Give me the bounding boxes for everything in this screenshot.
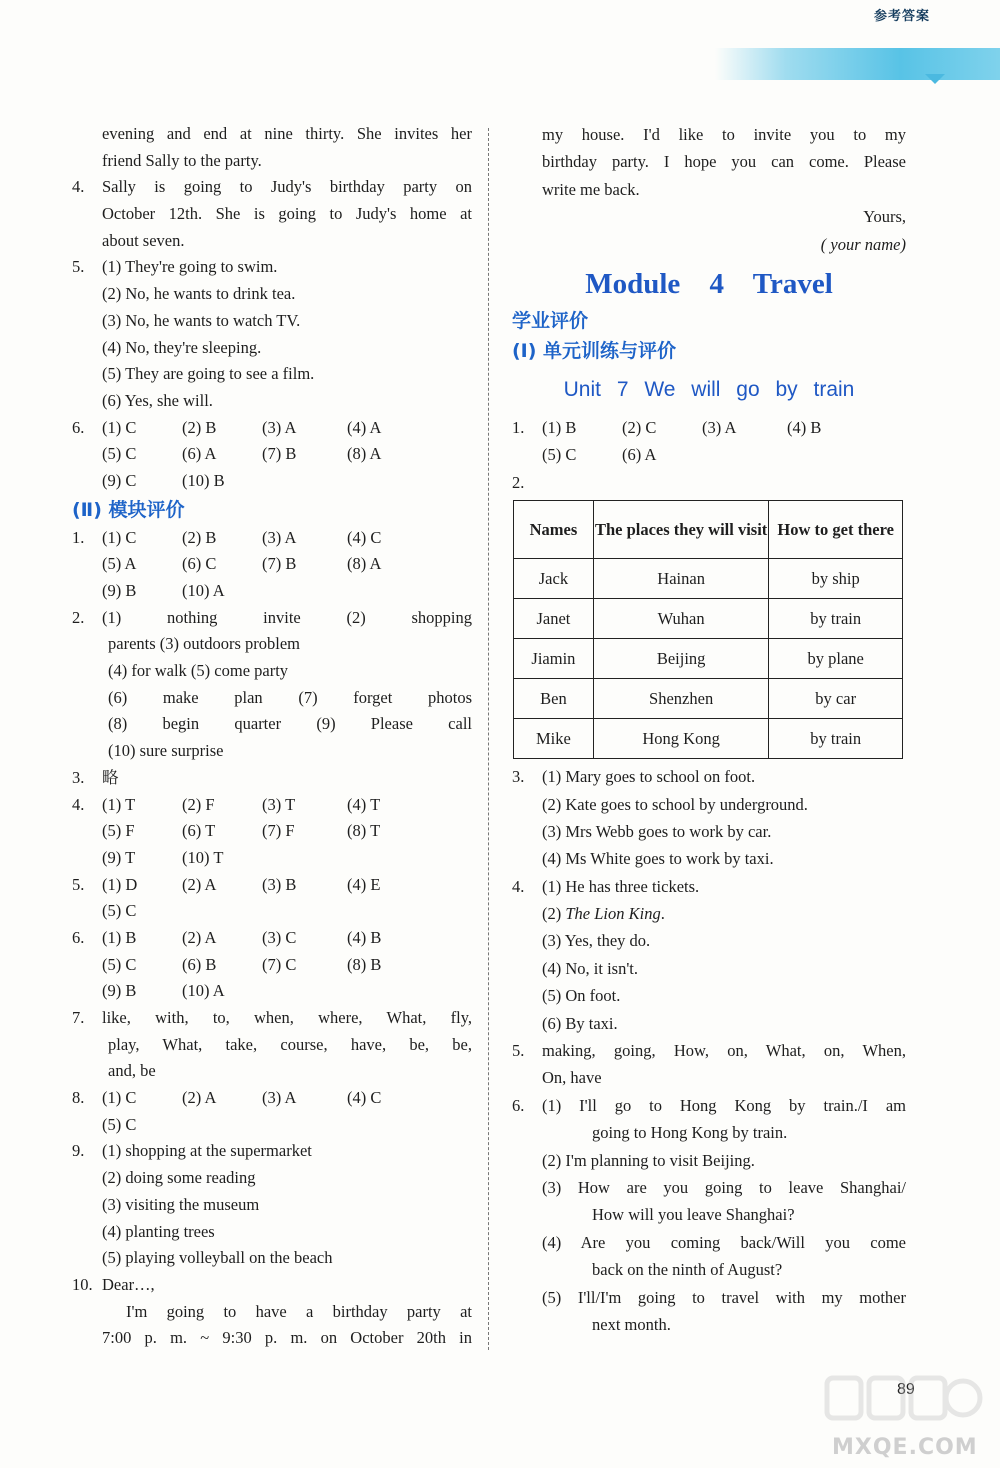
- answer-text: (10) sure surprise: [108, 741, 224, 761]
- table-row: [514, 719, 903, 759]
- answer-line: [72, 872, 472, 899]
- answer-line: [512, 1092, 906, 1119]
- answer-line: [512, 1256, 906, 1283]
- question-number: 2.: [72, 607, 85, 627]
- answer-choice: (4) C: [347, 1088, 382, 1108]
- question-number: 5.: [512, 1041, 525, 1061]
- answer-choice: (2) F: [182, 794, 215, 814]
- module-title: Module 4 Travel: [585, 267, 833, 300]
- answer-choice: (3) A: [702, 417, 737, 437]
- answer-text: my house. I'd like to invite you to my: [542, 125, 906, 144]
- table-cell: by ship: [769, 559, 903, 599]
- answer-line: [72, 525, 472, 552]
- answer-text: next month.: [592, 1314, 671, 1334]
- answer-text: On, have: [542, 1068, 602, 1088]
- answer-text: (6) By taxi.: [542, 1013, 618, 1033]
- section-heading-unit-training: (Ⅰ) 单元训练与评价: [512, 339, 677, 362]
- film-title: The Lion King: [565, 904, 661, 924]
- answer-line: [512, 1311, 906, 1338]
- answer-text: (6) Yes, she will.: [102, 390, 213, 410]
- table-row: [514, 599, 903, 639]
- answer-text: (3) How are you going to leave Shanghai/: [542, 1177, 906, 1197]
- answer-choice: (8) A: [347, 444, 382, 464]
- answer-choice: (2) C: [622, 417, 657, 437]
- question-number: 4.: [72, 794, 85, 814]
- answer-choice: (9) T: [102, 847, 136, 867]
- answer-line: [512, 1119, 906, 1146]
- answer-line: [512, 763, 906, 790]
- answer-choice: (7) B: [262, 554, 297, 574]
- answer-choice: (3) T: [262, 794, 296, 814]
- answer-line: [512, 927, 906, 954]
- table-cell: Ben: [514, 679, 594, 719]
- answer-choice: (7) C: [262, 954, 297, 974]
- section-heading-assessment: 学业评价: [512, 309, 589, 332]
- answer-line: [72, 361, 472, 388]
- question-number: 4.: [512, 876, 525, 896]
- answer-text: ( your name): [820, 234, 906, 254]
- answer-choice: (5) C: [102, 444, 137, 464]
- answer-text: (2) I'm planning to visit Beijing.: [542, 1150, 755, 1170]
- right-column: [512, 121, 906, 1338]
- answer-text: 略: [102, 767, 119, 787]
- answer-line: [72, 845, 472, 872]
- answer-line: [72, 228, 472, 255]
- answer-line: [72, 1245, 472, 1272]
- answer-choice: (4) A: [347, 417, 382, 437]
- table-cell: by train: [769, 719, 903, 759]
- answers-q3-q6: [512, 763, 906, 1338]
- answer-text: (2) Kate goes to school by underground.: [542, 794, 808, 814]
- answer-line: [72, 605, 472, 632]
- table-header-cell: The places they will visit: [593, 501, 769, 559]
- answer-line: [512, 982, 906, 1009]
- letter-continuation: [512, 121, 906, 258]
- answer-text: How will you leave Shanghai?: [592, 1205, 795, 1225]
- answer-line: [512, 176, 906, 203]
- answer-choice: (1) C: [102, 1088, 137, 1108]
- table-header-cell: Names: [514, 501, 594, 559]
- answer-text: friend Sally to the party.: [102, 150, 262, 170]
- answer-line: [72, 1192, 472, 1219]
- question-number: 6.: [512, 1095, 525, 1115]
- answer-text: write me back.: [542, 179, 640, 199]
- answer-text: (8) begin quarter (9) Please call: [108, 714, 472, 734]
- answer-line: [72, 685, 472, 712]
- table-cell: Beijing: [593, 639, 769, 679]
- answer-line: [512, 900, 906, 927]
- answer-text: (3) Yes, they do.: [542, 931, 651, 951]
- question-number: 9.: [72, 1141, 85, 1161]
- answer-line: [72, 1219, 472, 1246]
- answer-text: I'm going to have a birthday party at: [126, 1301, 472, 1321]
- table-cell: Janet: [514, 599, 594, 639]
- answer-text: October 12th. She is going to Judy's home at: [102, 204, 472, 224]
- answer-key-banner: [715, 48, 1000, 80]
- answer-line: [72, 765, 472, 792]
- answer-choice: (8) T: [347, 821, 381, 841]
- answer-text: (6) make plan (7) forget photos: [108, 687, 472, 707]
- answer-line: [72, 738, 472, 765]
- answer-line: [512, 231, 906, 258]
- answer-line: [512, 845, 906, 872]
- answer-line: [72, 441, 472, 468]
- question-number: 6.: [72, 927, 85, 947]
- answer-choice: (4) B: [347, 927, 382, 947]
- answer-line: [512, 1010, 906, 1037]
- answer-text: Dear…,: [102, 1274, 155, 1294]
- answer-line: [72, 631, 472, 658]
- column-divider: [488, 128, 489, 1350]
- answer-text: play, What, take, course, have, be, be,: [108, 1034, 472, 1054]
- answer-line: [72, 1165, 472, 1192]
- answer-choice: (4) B: [787, 417, 822, 437]
- answer-text: (4) for walk (5) come party: [108, 661, 289, 681]
- table-cell: Wuhan: [593, 599, 769, 639]
- answer-choice: (2) A: [182, 1088, 217, 1108]
- answer-line: [72, 201, 472, 228]
- answer-line: [512, 873, 906, 900]
- question-number: 3.: [512, 767, 525, 787]
- answer-choice: (8) B: [347, 954, 382, 974]
- answer-choice: (9) B: [102, 581, 137, 600]
- answer-line: [72, 415, 472, 442]
- answer-choice: (2) A: [182, 927, 217, 947]
- answer-choice: (3) A: [262, 527, 297, 547]
- answer-line: [72, 578, 472, 605]
- answer-line: [72, 174, 472, 201]
- table-row: [514, 559, 903, 599]
- table-cell: Shenzhen: [593, 679, 769, 719]
- question-number: 3.: [72, 767, 85, 787]
- table-row: [514, 679, 903, 719]
- section-heading-module-assessment: (Ⅱ) 模块评价: [72, 498, 185, 521]
- question-number: 5.: [72, 874, 85, 894]
- answer-line: [72, 1058, 472, 1085]
- answer-choice: (2) B: [182, 527, 217, 547]
- table-cell: Jack: [514, 559, 594, 599]
- answer-choice: (6) A: [622, 445, 657, 465]
- answer-choice: (9) B: [102, 981, 137, 1001]
- answer-choice: (6) C: [182, 554, 217, 574]
- answer-line: [512, 1147, 906, 1174]
- answer-choice: (10) B: [182, 470, 225, 490]
- banner-label: 参考答案: [873, 9, 930, 24]
- answer-text: (5) They are going to see a film.: [102, 364, 315, 384]
- answer-line: [512, 121, 906, 148]
- answer-text: parents (3) outdoors problem: [108, 634, 300, 654]
- answer-line: [72, 1085, 472, 1112]
- question-number: 1.: [512, 417, 525, 437]
- answer-text: like, with, to, when, where, What, fly,: [102, 1008, 472, 1027]
- answer-text: (4) Ms White goes to work by taxi.: [542, 849, 774, 869]
- answer-text: (2) No, he wants to drink tea.: [102, 284, 296, 304]
- answer-choice: (3) B: [262, 874, 297, 894]
- answer-line: [512, 791, 906, 818]
- answer-line: [72, 281, 472, 308]
- question-number: 10.: [72, 1274, 93, 1294]
- answer-line: [72, 1325, 472, 1352]
- answer-line: [512, 1174, 906, 1201]
- answer-choice: (10) T: [182, 847, 224, 867]
- answer-line: [512, 1064, 906, 1091]
- table-cell: Hainan: [593, 559, 769, 599]
- question-number: 7.: [72, 1008, 85, 1027]
- answer-line: [72, 1272, 472, 1299]
- answer-text: (5) I'll/I'm going to travel with my mother: [542, 1287, 906, 1307]
- answer-text: Yours,: [863, 207, 906, 227]
- answer-line: [512, 1201, 906, 1228]
- table-cell: Hong Kong: [593, 719, 769, 759]
- answer-choice: (5) F: [102, 821, 135, 841]
- answer-line: [72, 254, 472, 281]
- answer-text: going to Hong Kong by train.: [592, 1123, 788, 1143]
- table-header-cell: How to get there: [769, 501, 903, 559]
- answer-text: (1) shopping at the supermarket: [102, 1141, 312, 1161]
- page-number: 89: [897, 1381, 915, 1398]
- answer-text: (4) Are you coming back/Will you come: [542, 1232, 906, 1252]
- answer-choice: (1) B: [102, 927, 137, 947]
- answer-text: (3) No, he wants to watch TV.: [102, 310, 301, 330]
- question-number: 8.: [72, 1088, 85, 1108]
- answer-line: [72, 1032, 472, 1059]
- answer-text: (1) He has three tickets.: [542, 876, 700, 896]
- answer-line: [512, 818, 906, 845]
- answer-choice: (6) T: [182, 821, 216, 841]
- answer-choice: (9) C: [102, 470, 137, 490]
- question-number: 1.: [72, 527, 85, 547]
- answer-text: (2) doing some reading: [102, 1168, 256, 1188]
- answer-line: [72, 388, 472, 415]
- answer-line: [72, 1005, 472, 1032]
- answer-text: (4) No, they're sleeping.: [102, 337, 262, 357]
- answer-line: [512, 203, 906, 230]
- answer-line: [512, 414, 906, 441]
- answer-text: evening and end at nine thirty. She invites her: [102, 124, 472, 143]
- answer-choice: (3) A: [262, 417, 297, 437]
- answer-line: [72, 711, 472, 738]
- answer-line: [512, 469, 906, 496]
- question-number: 2.: [512, 472, 525, 492]
- answer-text: (3) visiting the museum: [102, 1194, 260, 1214]
- answer-line: [72, 898, 472, 925]
- answer-choice: (6) B: [182, 954, 217, 974]
- answer-choice: (10) A: [182, 981, 225, 1001]
- answer-line: [72, 978, 472, 1005]
- answer-choice: (7) B: [262, 444, 297, 464]
- answer-choice: (4) E: [347, 874, 381, 894]
- answer-text: 7:00 p. m. ~ 9:30 p. m. on October 20th in: [102, 1328, 472, 1348]
- answer-choice: (5) A: [102, 554, 137, 574]
- site-watermark-text: MXQE.COM: [832, 1435, 978, 1460]
- answer-choice: (2) A: [182, 874, 217, 894]
- answer-text: (4) No, it isn't.: [542, 958, 639, 978]
- answer-text: and, be: [108, 1061, 156, 1081]
- table-cell: Mike: [514, 719, 594, 759]
- answer-choice: (5) C: [102, 954, 137, 974]
- answer-text: (5) On foot.: [542, 986, 621, 1006]
- question-number: 6.: [72, 417, 85, 437]
- answer-text: (3) Mrs Webb goes to work by car.: [542, 821, 772, 841]
- answer-line: [72, 1138, 472, 1165]
- answer-choice: (1) C: [102, 417, 137, 437]
- answer-text: back on the ninth of August?: [592, 1260, 783, 1280]
- travel-table: [513, 500, 903, 759]
- answer-line: [512, 148, 906, 175]
- answer-line: [512, 1229, 906, 1256]
- answer-choice: (6) A: [182, 444, 217, 464]
- answer-line: [72, 925, 472, 952]
- answer-text: Sally is going to Judy's birthday party on: [102, 177, 472, 197]
- table-cell: Jiamin: [514, 639, 594, 679]
- table-cell: by plane: [769, 639, 903, 679]
- answer-line: [72, 335, 472, 362]
- answer-line: [72, 308, 472, 335]
- answer-choice: (1) B: [542, 417, 577, 437]
- answer-text: (2) The Lion King.: [542, 904, 665, 924]
- question-number: 4.: [72, 177, 85, 197]
- answer-choice: (3) C: [262, 927, 297, 947]
- answer-line: [72, 792, 472, 819]
- answer-text: (1) Mary goes to school on foot.: [542, 767, 756, 787]
- answer-line: [512, 441, 906, 468]
- answer-choice: (1) T: [102, 794, 136, 814]
- answer-line: [512, 955, 906, 982]
- answer-line: [72, 468, 472, 495]
- answer-text: (4) planting trees: [102, 1221, 215, 1241]
- answer-line: [72, 148, 472, 175]
- answer-text: (1) They're going to swim.: [102, 257, 278, 277]
- table-header-row: [514, 501, 903, 559]
- answer-text: (1) nothing invite (2) shopping: [102, 607, 472, 627]
- answer-choice: (4) C: [347, 527, 382, 547]
- answer-choice: (5) C: [542, 445, 577, 465]
- answer-text: making, going, How, on, What, on, When,: [542, 1041, 906, 1061]
- answer-choice: (10) A: [182, 581, 225, 600]
- answer-choice: (4) T: [347, 794, 381, 814]
- unit-title: Unit 7 We will go by train: [563, 377, 855, 401]
- table-cell: by train: [769, 599, 903, 639]
- answer-text: about seven.: [102, 230, 185, 250]
- left-column: [72, 121, 472, 1352]
- answer-choice: (5) C: [102, 1114, 137, 1134]
- answers-q1-q2: [512, 414, 906, 496]
- answer-line: [72, 121, 472, 148]
- answer-line: [72, 1112, 472, 1139]
- answer-text: (1) I'll go to Hong Kong by train./I am: [542, 1095, 906, 1115]
- answer-choice: (1) C: [102, 527, 137, 547]
- answer-choice: (5) C: [102, 901, 137, 921]
- banner-arrow-icon: [925, 74, 945, 84]
- answer-choice: (7) F: [262, 821, 295, 841]
- answer-text: birthday party. I hope you can come. Please: [542, 152, 906, 172]
- answer-line: [72, 551, 472, 578]
- answer-line: [72, 952, 472, 979]
- answer-line: [72, 1299, 472, 1326]
- answer-choice: (3) A: [262, 1088, 297, 1108]
- table-cell: by car: [769, 679, 903, 719]
- answer-choice: (2) B: [182, 417, 217, 437]
- answer-choice: (8) A: [347, 554, 382, 574]
- answer-text: (5) playing volleyball on the beach: [102, 1248, 333, 1268]
- question-number: 5.: [72, 257, 85, 277]
- answer-choice: (1) D: [102, 874, 138, 894]
- answer-line: [72, 658, 472, 685]
- answer-line: [512, 1284, 906, 1311]
- table-row: [514, 639, 903, 679]
- answer-line: [72, 818, 472, 845]
- answer-line: [512, 1037, 906, 1064]
